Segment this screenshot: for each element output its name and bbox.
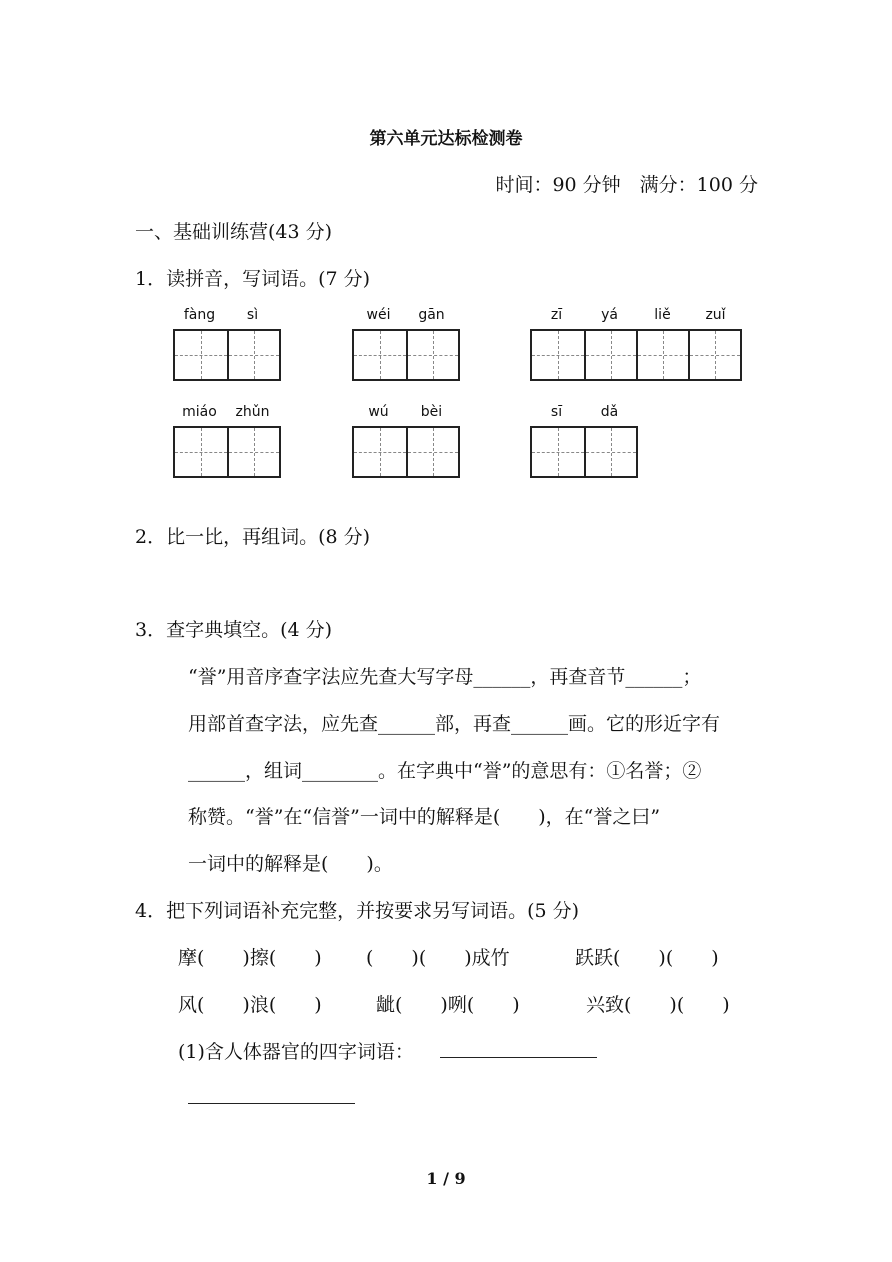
- q3-line-5: 一词中的解释是( )。: [188, 853, 393, 875]
- exam-meta: 时间：90 分钟 满分：100 分: [495, 174, 758, 196]
- q3-heading: 3．查字典填空。(4 分): [135, 619, 333, 641]
- q2-heading: 2．比一比，再组词。(8 分): [135, 526, 371, 548]
- q4-sub1: (1)含人体器官的四字词语：: [178, 1041, 414, 1063]
- answer-line[interactable]: [188, 1103, 355, 1104]
- pinyin-label: gān: [418, 307, 445, 323]
- pinyin-label: fàng: [183, 307, 216, 323]
- answer-line[interactable]: [440, 1057, 597, 1058]
- pinyin-label: yá: [601, 307, 618, 323]
- pinyin-label: wéi: [366, 307, 391, 323]
- pinyin-label: dǎ: [600, 404, 619, 420]
- q4-item: 龇( )咧( ): [376, 994, 520, 1016]
- pinyin-label: zhǔn: [235, 404, 270, 420]
- pinyin-label: sī: [550, 404, 563, 420]
- pinyin-label: wú: [368, 404, 389, 420]
- q4-item: 兴致( )( ): [586, 994, 730, 1016]
- writing-box[interactable]: [352, 329, 460, 381]
- pinyin-label: zī: [550, 307, 563, 323]
- q3-line-2: 用部首查字法，应先查______部，再查______画。它的形近字有: [188, 713, 721, 735]
- page-title: 第六单元达标检测卷: [369, 129, 523, 149]
- section-heading: 一、基础训练营(43 分): [135, 221, 333, 243]
- q3-line-3: ______，组词________。在字典中“誉”的意思有：①名誉；②: [188, 760, 702, 782]
- q1-heading: 1．读拼音，写词语。(7 分): [135, 268, 371, 290]
- pinyin-label: miáo: [182, 404, 217, 420]
- pinyin-label: zuǐ: [705, 307, 726, 323]
- q3-line-4: 称赞。“誉”在“信誉”一词中的解释是( )，在“誉之曰”: [188, 806, 661, 828]
- page-number: 1 / 9: [426, 1169, 466, 1188]
- pinyin-label: bèi: [420, 404, 443, 420]
- writing-box[interactable]: [173, 329, 281, 381]
- pinyin-label: liě: [654, 307, 671, 323]
- writing-box[interactable]: [352, 426, 460, 478]
- writing-box[interactable]: [173, 426, 281, 478]
- writing-box[interactable]: [530, 329, 742, 381]
- q3-line-1: “誉”用音序查字法应先查大写字母______，再查音节______；: [188, 666, 702, 688]
- q4-item: ( )( )成竹: [366, 947, 510, 969]
- pinyin-label: sì: [246, 307, 259, 323]
- writing-box[interactable]: [530, 426, 638, 478]
- q4-item: 风( )浪( ): [178, 994, 322, 1016]
- q4-heading: 4．把下列词语补充完整，并按要求另写词语。(5 分): [135, 900, 580, 922]
- q4-item: 摩( )擦( ): [178, 947, 322, 969]
- q4-item: 跃跃( )( ): [575, 947, 719, 969]
